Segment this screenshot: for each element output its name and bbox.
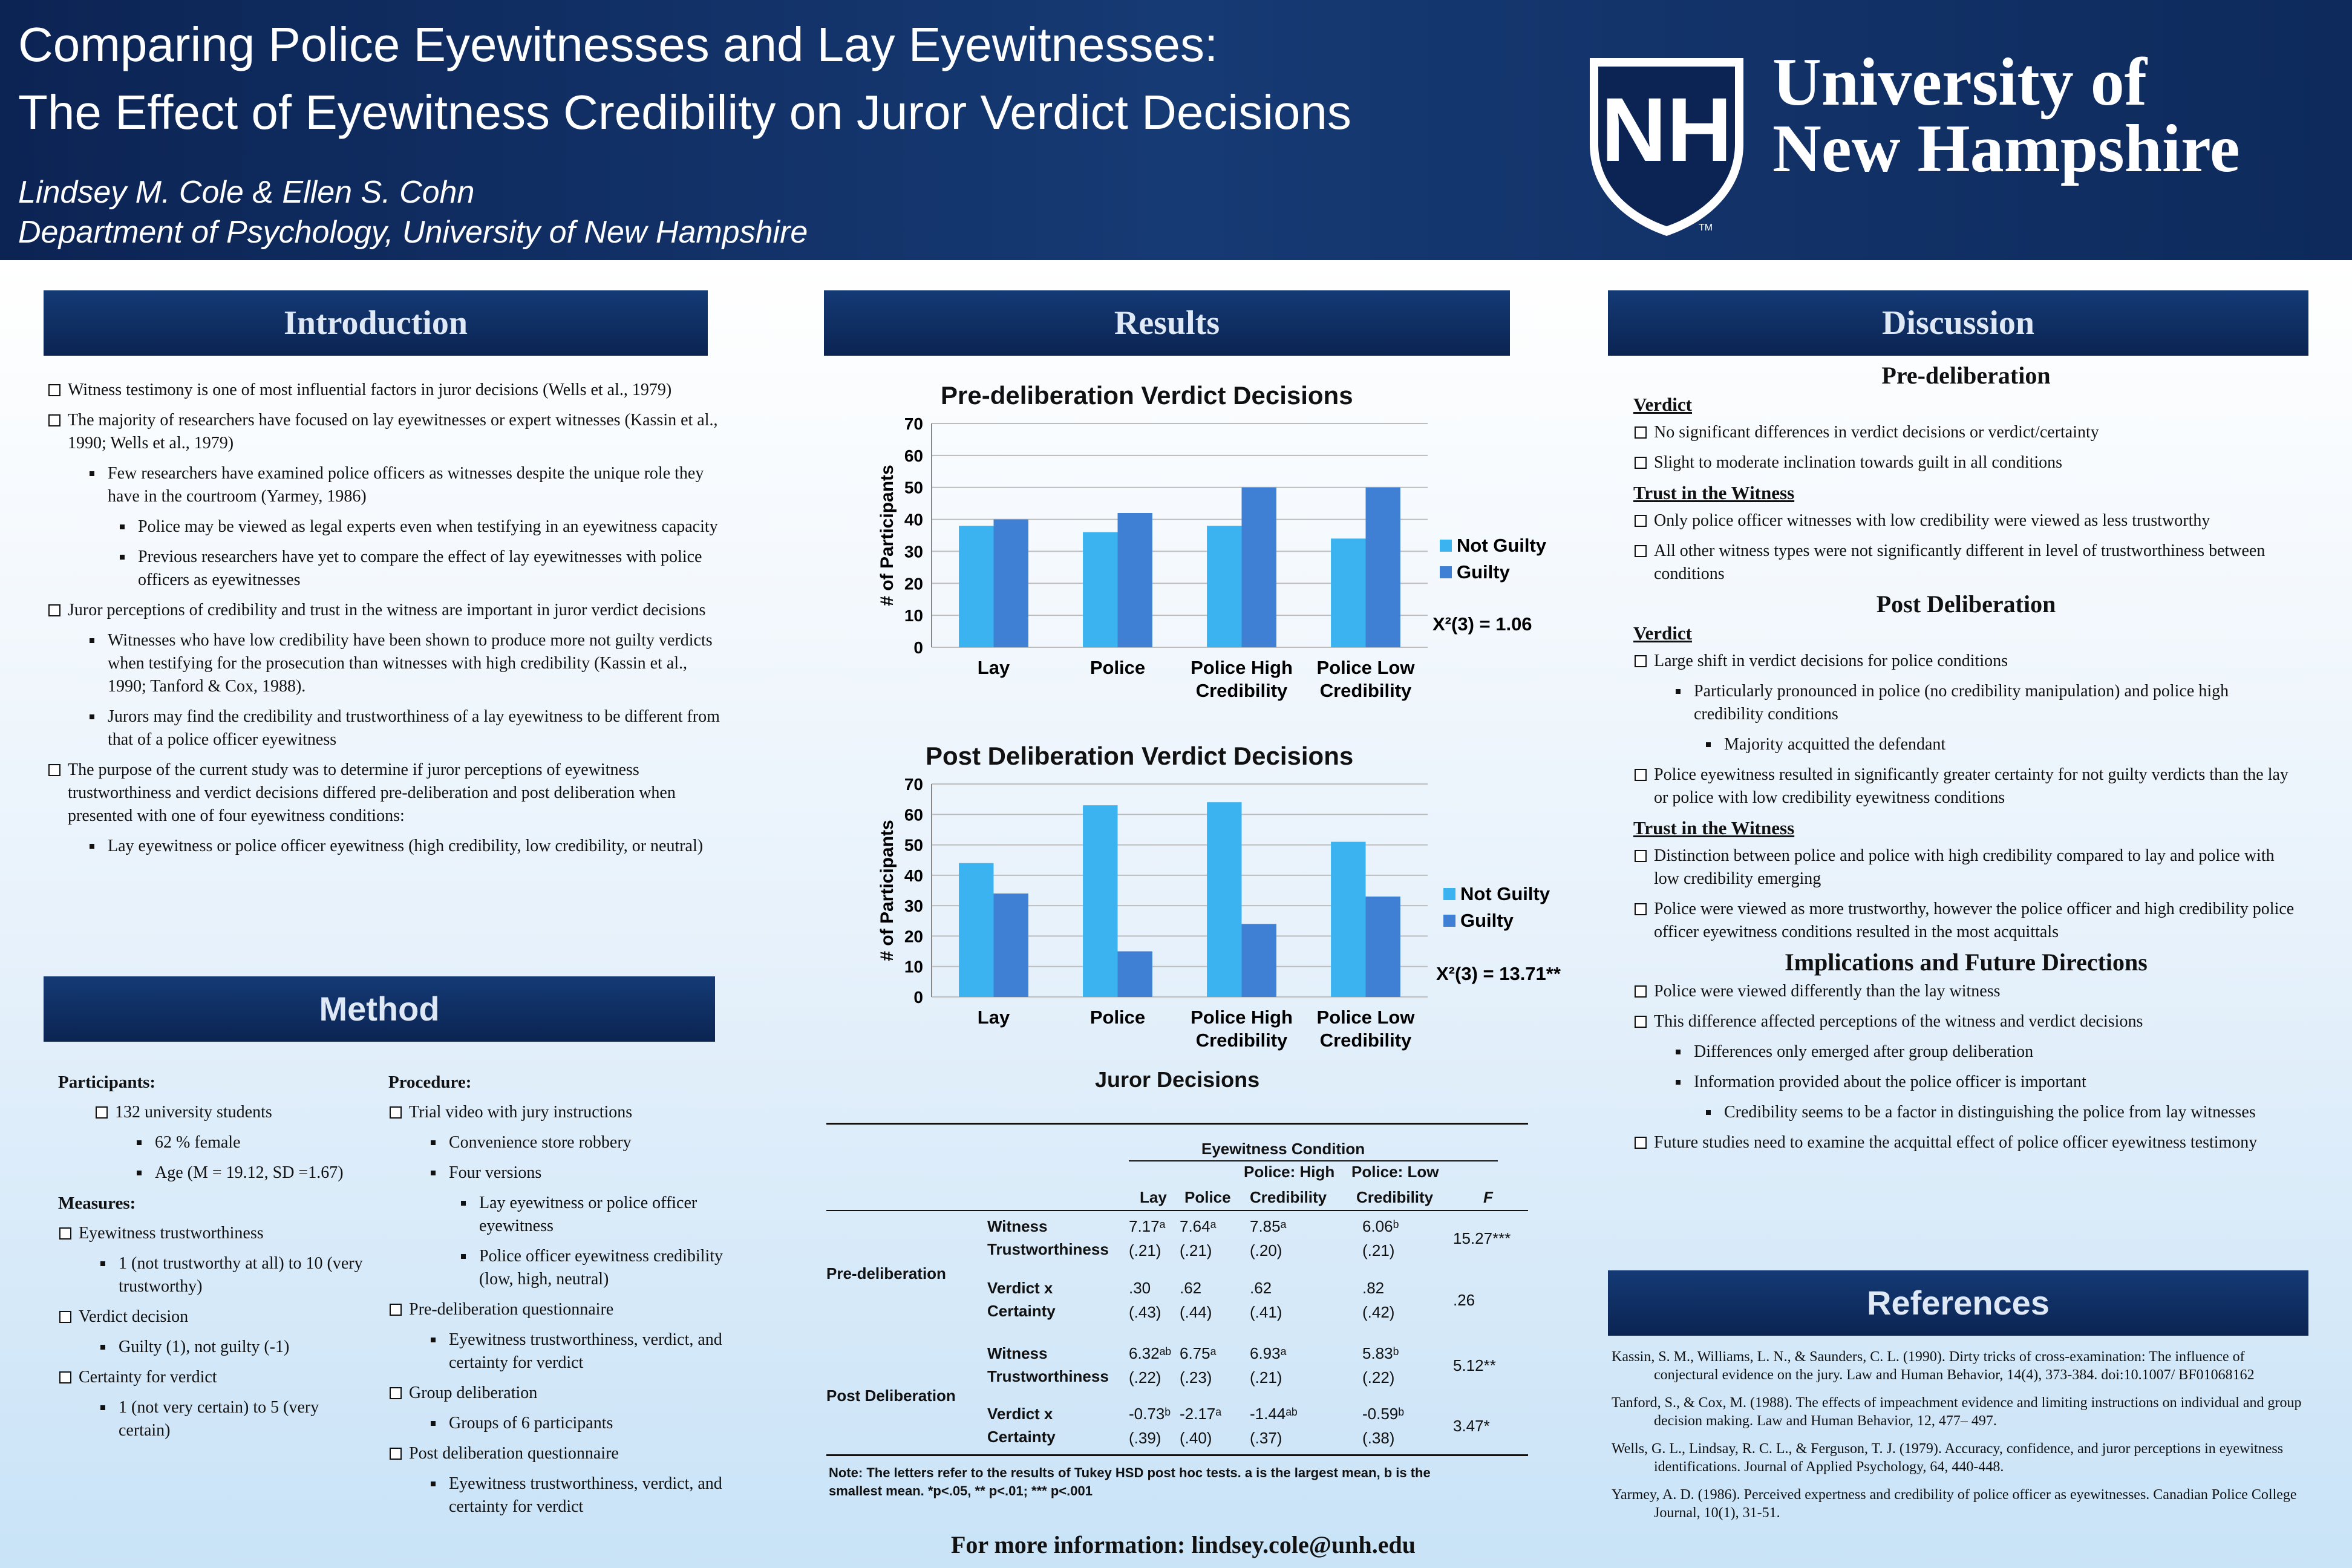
y-tick-label: 20: [904, 574, 923, 593]
bullet-item: Eyewitness trustworthiness, verdict, and certainty for verdict: [388, 1328, 727, 1374]
y-tick-label: 30: [904, 897, 923, 916]
row-label: Trustworthiness: [987, 1367, 1109, 1385]
bullet-item: Future studies need to examine the acquittal effect of police officer eyewitness testimony: [1633, 1131, 2299, 1154]
cell-mean: .62: [1250, 1279, 1272, 1297]
cell-sd: (.40): [1180, 1429, 1212, 1447]
y-tick-label: 0: [913, 988, 923, 1007]
bullet-item: Police were viewed differently than the lay witness: [1633, 980, 2299, 1003]
participants-heading: Participants:: [58, 1073, 156, 1092]
bullet-item: Guilty (1), not guilty (-1): [58, 1336, 373, 1359]
cell-mean: 6.32ᵃᵇ: [1129, 1344, 1172, 1362]
bar-guilty: [1366, 488, 1400, 647]
table-note: [829, 1464, 1431, 1500]
discussion-body: [1633, 361, 2299, 1161]
method-right-column: [388, 1071, 727, 1526]
cell-sd: (.39): [1129, 1429, 1161, 1447]
cell-mean: .62: [1180, 1279, 1202, 1297]
bar-guilty: [1242, 924, 1276, 997]
bullet-item: Particularly pronounced in police (no credibility manipulation) and police high credibility conditions: [1633, 680, 2299, 726]
bullet-item: Differences only emerged after group deliberation: [1633, 1040, 2299, 1063]
logo-trademark: TM: [1699, 223, 1713, 233]
bullet-item: Police may be viewed as legal experts even when testifying in an eyewitness capacity: [47, 515, 725, 538]
chart-post-deliberation: [871, 769, 1561, 1054]
bullet-item: Age (M = 19.12, SD =1.67): [94, 1161, 373, 1184]
table-group-header: Eyewitness Condition: [1201, 1140, 1365, 1158]
method-left-column: [58, 1071, 373, 1449]
row-label: Witness: [987, 1344, 1048, 1362]
row-label: Witness: [987, 1217, 1048, 1235]
bullet-item: Lay eyewitness or police officer eyewitness: [388, 1192, 727, 1238]
procedure-list: [388, 1101, 727, 1518]
y-tick-label: 60: [904, 805, 923, 825]
bullet-item: Police eyewitness resulted in significantly greater certainty for not guilty verdicts than the lay or police with low credibility eyewitness conditions: [1633, 763, 2299, 809]
discussion-pre-verdict-list: [1633, 421, 2299, 474]
cell-sd: (.43): [1129, 1303, 1161, 1321]
y-axis-label: # of Participants: [877, 465, 897, 606]
bar-guilty: [1118, 952, 1152, 997]
logo-mark: NH: [1601, 79, 1733, 180]
y-tick-label: 40: [904, 510, 923, 529]
bullet-item: Majority acquitted the defendant: [1633, 733, 2299, 756]
juror-decisions-table: [826, 1123, 1528, 1462]
bullet-item: Police were viewed as more trustworthy, however the police officer and high credibility police officer eyewitness conditions resulted in the most acquittals: [1633, 898, 2299, 944]
results-heading: Results: [824, 290, 1510, 356]
bullet-item: Only police officer witnesses with low credibility were viewed as less trustworthy: [1633, 509, 2299, 532]
measures-heading: Measures:: [58, 1194, 136, 1213]
table-top-rule: [826, 1123, 1528, 1125]
y-tick-label: 10: [904, 957, 923, 976]
row-label: Verdict x: [987, 1279, 1053, 1297]
bullet-item: Witness testimony is one of most influential factors in juror decisions (Wells et al., 1979): [47, 379, 725, 402]
poster-title-line-2: The Effect of Eyewitness Credibility on Juror Verdict Decisions: [18, 85, 1351, 139]
row-label: Certainty: [987, 1428, 1056, 1446]
bullet-item: The purpose of the current study was to determine if juror perceptions of eyewitness trustworthiness and verdict decisions differed pre-deliberation and post deliberation when presented with one of four eyewitness conditions:: [47, 759, 725, 828]
cell-sd: (.21): [1362, 1241, 1395, 1259]
procedure-heading: Procedure:: [388, 1073, 472, 1092]
y-tick-label: 50: [904, 835, 923, 855]
implications-list: [1633, 980, 2299, 1154]
cell-mean: .82: [1362, 1279, 1385, 1297]
x-tick-label: Lay: [977, 657, 1010, 678]
bullet-item: Few researchers have examined police officers as witnesses despite the unique role they have in the courtroom (Yarmey, 1986): [47, 462, 725, 508]
bullet-item: Trial video with jury instructions: [388, 1101, 727, 1124]
bullet-item: Information provided about the police officer is important: [1633, 1071, 2299, 1094]
chart-pre-title: Pre-deliberation Verdict Decisions: [941, 381, 1353, 410]
bar-not-guilty: [959, 526, 993, 647]
bar-not-guilty: [1207, 802, 1241, 997]
row-label: Verdict x: [987, 1405, 1053, 1423]
bullet-item: Large shift in verdict decisions for police conditions: [1633, 650, 2299, 673]
discussion-heading: Discussion: [1608, 290, 2308, 356]
bullet-item: 1 (not trustworthy at all) to 10 (very trustworthy): [58, 1252, 373, 1298]
table-pre-label: Pre-deliberation: [826, 1264, 946, 1282]
legend-swatch: [1443, 888, 1455, 900]
bullet-item: Juror perceptions of credibility and trust in the witness are important in juror verdict decisions: [47, 599, 725, 622]
cell-sd: (.20): [1250, 1241, 1282, 1259]
cell-sd: (.42): [1362, 1303, 1395, 1321]
references-heading: References: [1608, 1270, 2308, 1336]
bullet-item: Credibility seems to be a factor in distinguishing the police from lay witnesses: [1633, 1101, 2299, 1124]
cell-mean: 6.06ᵇ: [1362, 1217, 1399, 1235]
poster-title-line-1: Comparing Police Eyewitnesses and Lay Eyewitnesses:: [18, 18, 1218, 71]
cell-mean: 7.85ᵃ: [1250, 1217, 1287, 1235]
x-tick-label: Police Low: [1316, 657, 1415, 678]
cell-mean: 6.75ᵃ: [1180, 1344, 1217, 1362]
legend-swatch: [1443, 915, 1455, 927]
discussion-post-trust-list: [1633, 844, 2299, 944]
row-label: Trustworthiness: [987, 1240, 1109, 1258]
bar-guilty: [1118, 513, 1152, 647]
introduction-body: [47, 379, 725, 865]
legend-label: Not Guilty: [1460, 883, 1550, 904]
chi-square-stat: X²(3) = 13.71**: [1436, 963, 1561, 984]
cell-sd: (.23): [1180, 1368, 1212, 1387]
y-tick-label: 70: [904, 414, 923, 433]
discussion-pre-trust-heading: Trust in the Witness: [1633, 482, 1795, 503]
bullet-item: Lay eyewitness or police officer eyewitness (high credibility, low credibility, or neutral): [47, 835, 725, 858]
bullet-item: Groups of 6 participants: [388, 1412, 727, 1435]
references-list: [1612, 1348, 2307, 1532]
chart-post-title: Post Deliberation Verdict Decisions: [926, 742, 1354, 770]
bullet-item: Distinction between police and police with high credibility compared to lay and police with low credibility emerging: [1633, 844, 2299, 890]
cell-f: 5.12**: [1453, 1356, 1496, 1374]
bullet-item: All other witness types were not significantly different in level of trustworthiness between conditions: [1633, 540, 2299, 586]
introduction-heading: Introduction: [44, 290, 708, 356]
bullet-item: Verdict decision: [58, 1305, 373, 1328]
y-tick-label: 0: [913, 638, 923, 657]
x-tick-label: Credibility: [1319, 1030, 1412, 1051]
table-group-rule: [1129, 1160, 1498, 1161]
bar-guilty: [994, 893, 1028, 997]
cell-sd: (.44): [1180, 1303, 1212, 1321]
bar-not-guilty: [1083, 532, 1117, 647]
bullet-item: 132 university students: [94, 1101, 373, 1124]
discussion-pre-heading: Pre-deliberation: [1881, 362, 2051, 389]
reference-item: Kassin, S. M., Williams, L. N., & Saunders, C. L. (1990). Dirty tricks of cross-examination: The influence of conjectural evidence on the jury. Law and Human Behavior, 14(4), 373-384. doi:10.1007/ BF01068162: [1612, 1349, 2255, 1383]
chi-square-stat: X²(3) = 1.06: [1432, 613, 1532, 635]
bar-not-guilty: [959, 863, 993, 997]
cell-mean: -0.73ᵇ: [1129, 1405, 1171, 1423]
authors: Lindsey M. Cole & Ellen S. Cohn: [18, 175, 475, 210]
discussion-post-verdict-list: [1633, 650, 2299, 809]
reference-item: Tanford, S., & Cox, M. (1988). The effects of impeachment evidence and limiting instructions on individual and group decision making. Law and Human Behavior, 12, 477– 497.: [1612, 1395, 2302, 1429]
table-note-line-1: Note: The letters refer to the results of Tukey HSD post hoc tests. a is the largest mean, b is the: [829, 1465, 1431, 1480]
bullet-item: Previous researchers have yet to compare the effect of lay eyewitnesses with police officers as eyewitnesses: [47, 546, 725, 592]
col-high-line1: Police: High: [1244, 1163, 1335, 1181]
discussion-post-heading: Post Deliberation: [1876, 590, 2056, 618]
legend-label: Guilty: [1460, 910, 1514, 931]
bullet-item: Convenience store robbery: [388, 1131, 727, 1154]
bullet-item: Group deliberation: [388, 1382, 727, 1405]
bar-not-guilty: [1207, 526, 1241, 647]
x-tick-label: Police High: [1191, 657, 1293, 678]
cell-mean: -2.17ᵃ: [1180, 1405, 1221, 1423]
y-axis-label: # of Participants: [877, 820, 897, 961]
col-low-line2: Credibility: [1356, 1188, 1434, 1206]
bullet-item: Post deliberation questionnaire: [388, 1442, 727, 1465]
reference-item: Wells, G. L., Lindsay, R. C. L., & Ferguson, T. J. (1979). Accuracy, confidence, and juror perceptions in eyewitness identifications. Journal of Applied Psychology, 64, 440-448.: [1612, 1441, 2284, 1475]
legend-swatch: [1440, 540, 1452, 552]
chart-pre-deliberation: [871, 411, 1547, 714]
x-tick-label: Police: [1089, 1007, 1146, 1028]
discussion-post-trust-heading: Trust in the Witness: [1633, 817, 1795, 838]
bullet-item: Certainty for verdict: [58, 1366, 373, 1389]
bullet-item: Jurors may find the credibility and trustworthiness of a lay eyewitness to be different from that of a police officer eyewitness: [47, 705, 725, 751]
cell-f: .26: [1453, 1291, 1475, 1309]
legend-label: Guilty: [1457, 561, 1510, 583]
cell-sd: (.21): [1180, 1241, 1212, 1259]
cell-mean: .30: [1129, 1279, 1151, 1297]
bullet-item: Four versions: [388, 1161, 727, 1184]
bar-guilty: [994, 520, 1028, 647]
cell-sd: (.38): [1362, 1429, 1395, 1447]
col-low-line1: Police: Low: [1351, 1163, 1439, 1181]
col-f: F: [1483, 1188, 1493, 1206]
cell-mean: 7.64ᵃ: [1180, 1217, 1217, 1235]
table-bottom-rule: [826, 1454, 1528, 1456]
bullet-item: No significant differences in verdict decisions or verdict/certainty: [1633, 421, 2299, 444]
reference-item: Yarmey, A. D. (1986). Perceived expertness and credibility of police officer as eyewitnesses. Canadian Police College Journal, 10(1), 31-51.: [1612, 1487, 2297, 1521]
cell-f: 15.27***: [1453, 1229, 1511, 1247]
y-tick-label: 10: [904, 606, 923, 626]
cell-sd: (.41): [1250, 1303, 1282, 1321]
discussion-pre-verdict-heading: Verdict: [1633, 394, 1692, 415]
col-lay: Lay: [1140, 1188, 1167, 1206]
table-title: Juror Decisions: [1095, 1067, 1260, 1092]
cell-f: 3.47*: [1453, 1417, 1490, 1435]
bullet-item: The majority of researchers have focused on lay eyewitnesses or expert witnesses (Kassin et al., 1990; Wells et al., 1979): [47, 409, 725, 455]
poster-header: [0, 0, 2352, 260]
x-tick-label: Credibility: [1195, 680, 1288, 701]
col-high-line2: Credibility: [1250, 1188, 1327, 1206]
y-tick-label: 20: [904, 927, 923, 946]
cell-mean: -0.59ᵇ: [1362, 1405, 1405, 1423]
bullet-item: Eyewitness trustworthiness, verdict, and certainty for verdict: [388, 1472, 727, 1518]
bar-not-guilty: [1331, 842, 1365, 997]
discussion-pre-trust-list: [1633, 509, 2299, 586]
logo-text-line-1: University of: [1772, 45, 2148, 120]
contact-info: For more information: lindsey.cole@unh.edu: [951, 1531, 1416, 1558]
bullet-item: Police officer eyewitness credibility (low, high, neutral): [388, 1245, 727, 1291]
method-heading: Method: [44, 976, 715, 1042]
bullet-item: Witnesses who have low credibility have been shown to produce more not guilty verdicts when testifying for the prosecution than witnesses with high credibility (Kassin et al., 1990; Tanford & Cox, 1988).: [47, 629, 725, 698]
department: Department of Psychology, University of New Hampshire: [18, 215, 808, 250]
bullet-item: Eyewitness trustworthiness: [58, 1222, 373, 1245]
cell-sd: (.37): [1250, 1429, 1282, 1447]
y-tick-label: 60: [904, 446, 923, 465]
implications-heading: Implications and Future Directions: [1785, 949, 2148, 976]
logo-text-line-2: New Hampshire: [1772, 111, 2240, 186]
bullet-item: Pre-deliberation questionnaire: [388, 1298, 727, 1321]
table-post-label: Post Deliberation: [826, 1387, 956, 1405]
cell-mean: -1.44ᵃᵇ: [1250, 1405, 1298, 1423]
bullet-item: 62 % female: [94, 1131, 373, 1154]
x-tick-label: Police High: [1191, 1007, 1293, 1028]
bar-not-guilty: [1331, 538, 1365, 647]
x-tick-label: Credibility: [1195, 1030, 1288, 1051]
cell-sd: (.22): [1129, 1368, 1161, 1387]
x-tick-label: Police: [1089, 657, 1146, 678]
x-tick-label: Credibility: [1319, 680, 1412, 701]
cell-mean: 7.17ᵃ: [1129, 1217, 1166, 1235]
discussion-post-verdict-heading: Verdict: [1633, 622, 1692, 644]
cell-mean: 6.93ᵃ: [1250, 1344, 1287, 1362]
measures-list: [58, 1222, 373, 1442]
x-tick-label: Police Low: [1316, 1007, 1415, 1028]
table-header-rule: [826, 1210, 1528, 1211]
y-tick-label: 50: [904, 478, 923, 497]
bar-guilty: [1242, 488, 1276, 647]
cell-mean: 5.83ᵇ: [1362, 1344, 1399, 1362]
col-police: Police: [1184, 1188, 1231, 1206]
cell-sd: (.22): [1362, 1368, 1395, 1387]
table-note-line-2: smallest mean. *p<.05, ** p<.01; *** p<.001: [829, 1483, 1093, 1498]
row-label: Certainty: [987, 1302, 1056, 1320]
bar-not-guilty: [1083, 805, 1117, 997]
y-tick-label: 30: [904, 542, 923, 561]
bullet-item: Slight to moderate inclination towards guilt in all conditions: [1633, 451, 2299, 474]
bullet-item: 1 (not very certain) to 5 (very certain): [58, 1396, 373, 1442]
unh-shield-logo: [1585, 53, 1748, 241]
legend-swatch: [1440, 566, 1452, 578]
y-tick-label: 40: [904, 866, 923, 885]
bar-guilty: [1366, 897, 1400, 997]
participants-list: [94, 1101, 373, 1184]
x-tick-label: Lay: [977, 1007, 1010, 1028]
legend-label: Not Guilty: [1457, 535, 1547, 556]
y-tick-label: 70: [904, 775, 923, 794]
bullet-item: This difference affected perceptions of the witness and verdict decisions: [1633, 1010, 2299, 1033]
cell-sd: (.21): [1129, 1241, 1161, 1259]
cell-sd: (.21): [1250, 1368, 1282, 1387]
